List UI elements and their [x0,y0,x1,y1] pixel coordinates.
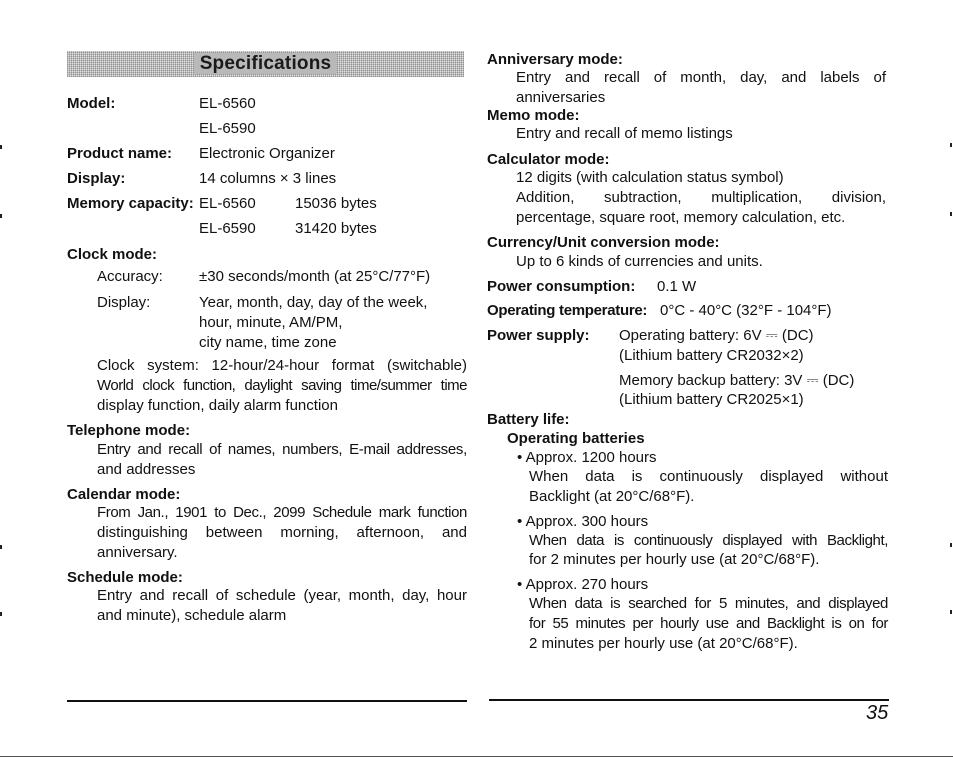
product-name-label: Product name: [67,145,173,162]
clock-system-line-3: display function, daily alarm function [97,397,338,414]
telephone-line-2: and addresses [97,461,196,478]
battery-bullet-3: • Approx. 270 hours [517,576,649,593]
scan-mark [0,214,2,218]
page-number: 35 [866,702,889,724]
battery-bullet-3-line-2: for 55 minutes per hourly use and Backlight is on for [529,615,888,632]
memory-model-1: EL-6560 [199,195,256,212]
battery-bullet-2: • Approx. 300 hours [517,513,649,530]
anniversary-line-1: Entry and recall of month, day, and labels of [516,69,886,86]
battery-bullet-1: • Approx. 1200 hours [517,449,657,466]
clock-display-line-1: Year, month, day, day of the week, [199,294,428,311]
footer-rule-left [67,700,467,702]
power-supply-line-2: (Lithium battery CR2032×2) [619,347,804,364]
power-supply-line-3: Memory backup battery: 3V ⎓ (DC) [619,372,855,389]
scan-mark [0,145,2,149]
calculator-line-3: percentage, square root, memory calculation, etc. [516,209,846,226]
calculator-line-1: 12 digits (with calculation status symbol) [516,169,784,186]
memo-line-1: Entry and recall of memo listings [516,125,733,142]
battery-bullet-2-line-2: for 2 minutes per hourly use (at 20°C/68°F). [529,551,820,568]
clock-mode-heading: Clock mode: [67,246,158,263]
schedule-line-2: and minute), schedule alarm [97,607,287,624]
calendar-line-1: From Jan., 1901 to Dec., 2099 Schedule mark function [97,504,467,521]
scan-mark [0,545,2,549]
schedule-mode-heading: Schedule mode: [67,569,183,586]
model-value-1: EL-6560 [199,95,256,112]
product-name-value: Electronic Organizer [199,145,335,162]
clock-system-line-2: World clock function, daylight saving time/summer time [97,377,467,394]
scan-bottom-edge [0,756,953,757]
scan-mark [950,543,952,547]
section-title: Specifications [194,53,338,74]
footer-rule-right [489,699,889,701]
calculator-line-2: Addition, subtraction, multiplication, division, [516,189,886,206]
clock-display-line-3: city name, time zone [199,334,337,351]
memo-mode-heading: Memo mode: [487,107,580,124]
scan-mark [950,610,952,614]
calendar-mode-heading: Calendar mode: [67,486,181,503]
currency-line-1: Up to 6 kinds of currencies and units. [516,253,763,270]
clock-display-line-2: hour, minute, AM/PM, [199,314,343,331]
schedule-line-1: Entry and recall of schedule (year, month, day, hour [97,587,467,604]
power-supply-label: Power supply: [487,327,590,344]
telephone-mode-heading: Telephone mode: [67,422,191,439]
display-value: 14 columns × 3 lines [199,170,337,187]
clock-system-line-1: Clock system: 12-hour/24-hour format (switchable) [97,357,467,374]
power-supply-line-4: (Lithium battery CR2025×1) [619,391,804,408]
model-value-2: EL-6590 [199,120,256,137]
telephone-line-1: Entry and recall of names, numbers, E-mail addresses, [97,441,467,458]
battery-bullet-1-line-1: When data is continuously displayed without [529,468,888,485]
power-consumption-label: Power consumption: [487,278,636,295]
memory-model-2: EL-6590 [199,220,256,237]
operating-batteries-heading: Operating batteries [507,430,645,447]
battery-bullet-2-line-1: When data is continuously displayed with Backlight, [529,532,888,549]
memory-value-2: 31420 bytes [295,220,377,237]
calculator-mode-heading: Calculator mode: [487,151,610,168]
battery-bullet-1-line-2: Backlight (at 20°C/68°F). [529,488,695,505]
display-label: Display: [67,170,126,187]
scan-mark [950,212,952,216]
calendar-line-2: distinguishing between morning, afternoon, and [97,524,467,541]
operating-temperature-value: 0°C - 40°C (32°F - 104°F) [660,302,832,319]
section-banner [67,51,464,77]
scan-mark [0,612,2,616]
currency-mode-heading: Currency/Unit conversion mode: [487,234,720,251]
battery-life-heading: Battery life: [487,411,570,428]
power-consumption-value: 0.1 W [657,278,697,295]
battery-bullet-3-line-1: When data is searched for 5 minutes, and displayed [529,595,888,612]
battery-bullet-3-line-3: 2 minutes per hourly use (at 20°C/68°F). [529,635,798,652]
memory-value-1: 15036 bytes [295,195,377,212]
memory-capacity-label: Memory capacity: [67,195,194,212]
accuracy-value: ±30 seconds/month (at 25°C/77°F) [199,268,431,285]
scan-mark [950,143,952,147]
calendar-line-3: anniversary. [97,544,178,561]
anniversary-line-2: anniversaries [516,89,606,106]
model-label: Model: [67,95,116,112]
operating-temperature-label: Operating temperature: [487,302,648,319]
accuracy-label: Accuracy: [97,268,163,285]
clock-display-label: Display: [97,294,151,311]
power-supply-line-1: Operating battery: 6V ⎓ (DC) [619,327,814,344]
anniversary-mode-heading: Anniversary mode: [487,51,623,68]
